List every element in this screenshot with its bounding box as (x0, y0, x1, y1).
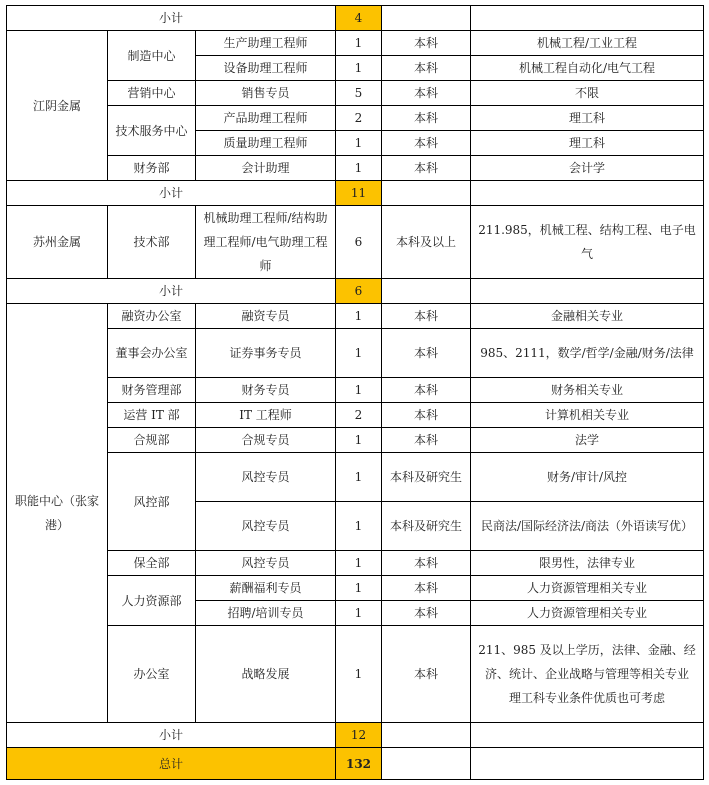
position-cell: 风控专员 (196, 502, 336, 551)
education-cell: 本科及研究生 (382, 453, 471, 502)
table-row (7, 329, 704, 378)
major-cell: 法学 (471, 428, 704, 453)
table-row (7, 206, 704, 279)
table-row (7, 403, 704, 428)
total-row (7, 748, 704, 780)
company-cell: 苏州金属 (7, 206, 108, 279)
empty-cell (382, 748, 471, 780)
major-cell: 金融相关专业 (471, 304, 704, 329)
count-cell: 1 (336, 502, 382, 551)
table-row (7, 453, 704, 502)
major-cell (471, 626, 704, 723)
subtotal-count: 12 (336, 723, 382, 748)
major-cell: 限男性，法律专业 (471, 551, 704, 576)
empty-cell (471, 6, 704, 31)
position-cell: 产品助理工程师 (196, 106, 336, 131)
subtotal-label: 小计 (7, 181, 336, 206)
position-cell: 战略发展 (196, 626, 336, 723)
position-cell: 证券事务专员 (196, 329, 336, 378)
major-text: 211、985 及以上学历，法律、金融、经济、统计、企业战略与管理等相关专业 (478, 643, 696, 681)
count-cell: 2 (336, 403, 382, 428)
major-cell: 985、2111，数学/哲学/金融/财务/法律 (471, 329, 704, 378)
major-cell: 不限 (471, 81, 704, 106)
position-cell: 机械助理工程师/结构助理工程师/电气助理工程师 (196, 206, 336, 279)
position-cell: 风控专员 (196, 551, 336, 576)
count-cell: 1 (336, 131, 382, 156)
education-cell: 本科 (382, 131, 471, 156)
empty-cell (382, 279, 471, 304)
position-cell: 薪酬福利专员 (196, 576, 336, 601)
major-cell: 机械工程自动化/电气工程 (471, 56, 704, 81)
dept-cell: 办公室 (108, 626, 196, 723)
education-cell: 本科 (382, 551, 471, 576)
education-cell: 本科 (382, 403, 471, 428)
count-cell: 1 (336, 304, 382, 329)
dept-cell: 保全部 (108, 551, 196, 576)
subtotal-row (7, 181, 704, 206)
company-cell: 职能中心（张家港） (7, 304, 108, 723)
education-cell: 本科 (382, 56, 471, 81)
count-cell: 1 (336, 626, 382, 723)
empty-cell (382, 723, 471, 748)
recruitment-table (6, 5, 704, 780)
dept-cell: 运营 IT 部 (108, 403, 196, 428)
count-cell: 1 (336, 551, 382, 576)
table-row (7, 31, 704, 56)
subtotal-row (7, 723, 704, 748)
count-cell: 1 (336, 576, 382, 601)
subtotal-count: 4 (336, 6, 382, 31)
count-cell: 1 (336, 56, 382, 81)
table-row (7, 106, 704, 131)
table-row (7, 304, 704, 329)
subtotal-row (7, 6, 704, 31)
education-cell: 本科 (382, 576, 471, 601)
table-row (7, 576, 704, 601)
total-count: 132 (336, 748, 382, 780)
table-row (7, 81, 704, 106)
empty-cell (382, 181, 471, 206)
education-cell: 本科 (382, 378, 471, 403)
education-cell: 本科 (382, 428, 471, 453)
dept-cell: 财务部 (108, 156, 196, 181)
major-cell: 人力资源管理相关专业 (471, 601, 704, 626)
empty-cell (471, 181, 704, 206)
table-row (7, 156, 704, 181)
count-cell: 5 (336, 81, 382, 106)
count-cell: 6 (336, 206, 382, 279)
total-label: 总计 (7, 748, 336, 780)
education-cell: 本科 (382, 626, 471, 723)
position-cell: 销售专员 (196, 81, 336, 106)
dept-cell: 技术服务中心 (108, 106, 196, 156)
education-cell: 本科 (382, 304, 471, 329)
dept-cell: 合规部 (108, 428, 196, 453)
table-row (7, 551, 704, 576)
position-cell: 设备助理工程师 (196, 56, 336, 81)
dept-cell: 风控部 (108, 453, 196, 551)
subtotal-count: 6 (336, 279, 382, 304)
education-cell: 本科及研究生 (382, 502, 471, 551)
count-cell: 1 (336, 329, 382, 378)
empty-cell (382, 6, 471, 31)
position-cell: 生产助理工程师 (196, 31, 336, 56)
subtotal-label: 小计 (7, 279, 336, 304)
position-cell: IT 工程师 (196, 403, 336, 428)
major-cell: 财务/审计/风控 (471, 453, 704, 502)
major-cell: 机械工程/工业工程 (471, 31, 704, 56)
major-cell: 民商法/国际经济法/商法（外语读写优） (471, 502, 704, 551)
position-cell: 合规专员 (196, 428, 336, 453)
table-row (7, 428, 704, 453)
major-note: 理工科专业条件优质也可考虑 (508, 691, 665, 705)
major-cell: 211.985，机械工程、结构工程、电子电气 (471, 206, 704, 279)
major-cell: 计算机相关专业 (471, 403, 704, 428)
position-cell: 融资专员 (196, 304, 336, 329)
table-row (7, 378, 704, 403)
major-cell: 理工科 (471, 106, 704, 131)
education-cell: 本科 (382, 31, 471, 56)
count-cell: 1 (336, 156, 382, 181)
empty-cell (471, 748, 704, 780)
subtotal-count: 11 (336, 181, 382, 206)
dept-cell: 人力资源部 (108, 576, 196, 626)
count-cell: 1 (336, 31, 382, 56)
subtotal-label: 小计 (7, 6, 336, 31)
dept-cell: 技术部 (108, 206, 196, 279)
position-cell: 财务专员 (196, 378, 336, 403)
position-cell: 风控专员 (196, 453, 336, 502)
empty-cell (471, 723, 704, 748)
company-cell: 江阴金属 (7, 31, 108, 181)
subtotal-label: 小计 (7, 723, 336, 748)
count-cell: 1 (336, 428, 382, 453)
major-cell: 财务相关专业 (471, 378, 704, 403)
dept-cell: 融资办公室 (108, 304, 196, 329)
major-cell: 会计学 (471, 156, 704, 181)
position-cell: 质量助理工程师 (196, 131, 336, 156)
education-cell: 本科 (382, 601, 471, 626)
subtotal-row (7, 279, 704, 304)
dept-cell: 财务管理部 (108, 378, 196, 403)
count-cell: 1 (336, 378, 382, 403)
education-cell: 本科 (382, 156, 471, 181)
education-cell: 本科及以上 (382, 206, 471, 279)
major-cell: 理工科 (471, 131, 704, 156)
dept-cell: 营销中心 (108, 81, 196, 106)
education-cell: 本科 (382, 81, 471, 106)
count-cell: 1 (336, 601, 382, 626)
major-cell: 人力资源管理相关专业 (471, 576, 704, 601)
count-cell: 1 (336, 453, 382, 502)
dept-cell: 制造中心 (108, 31, 196, 81)
table-row (7, 626, 704, 723)
count-cell: 2 (336, 106, 382, 131)
education-cell: 本科 (382, 106, 471, 131)
empty-cell (471, 279, 704, 304)
position-cell: 招聘/培训专员 (196, 601, 336, 626)
position-cell: 会计助理 (196, 156, 336, 181)
education-cell: 本科 (382, 329, 471, 378)
dept-cell: 董事会办公室 (108, 329, 196, 378)
